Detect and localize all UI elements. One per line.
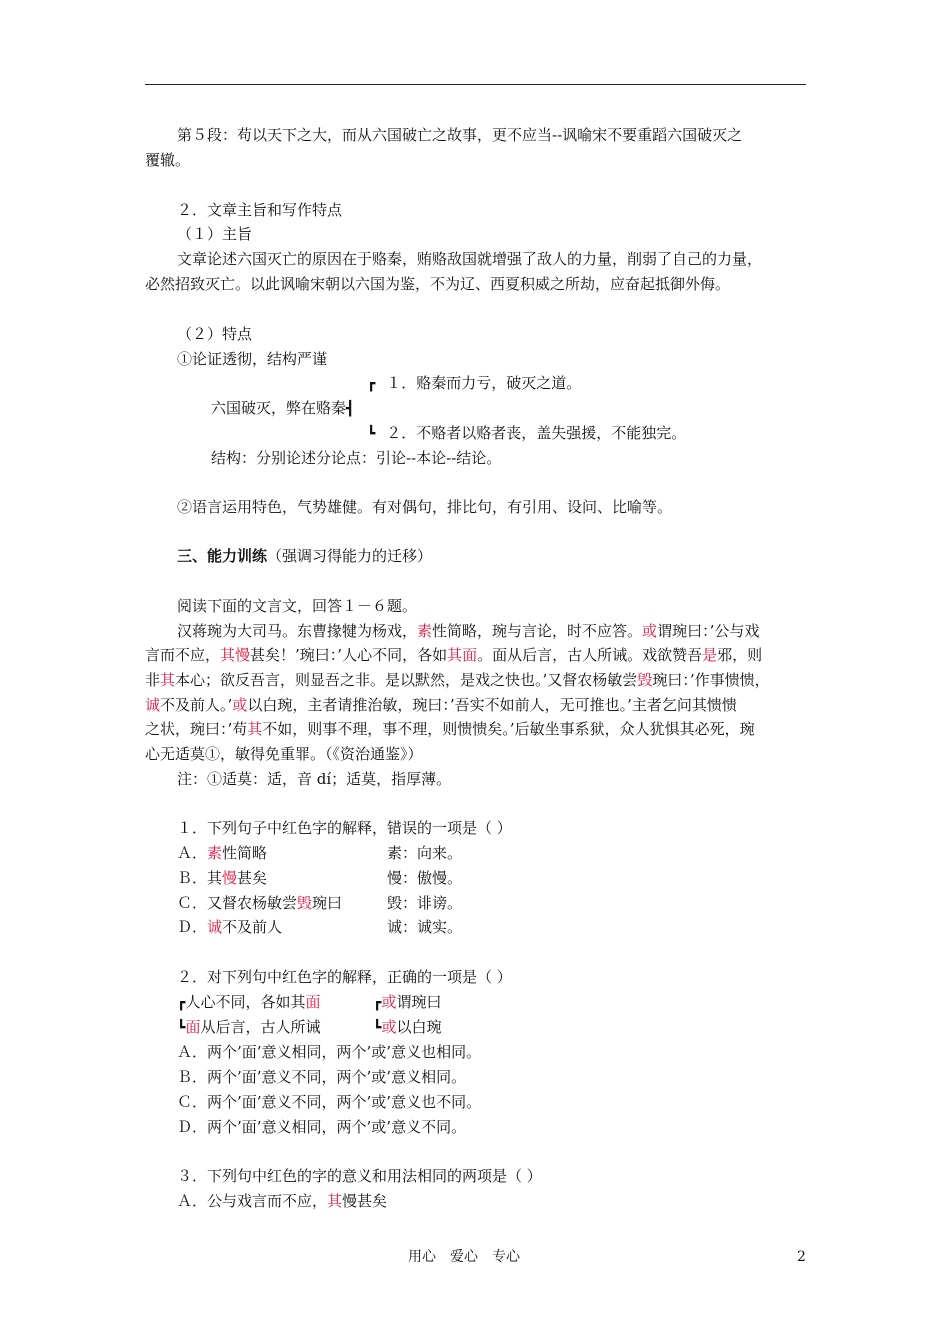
option-text: 琬曰 <box>312 894 343 912</box>
passage-text: 之状，琬曰：’苟 <box>145 720 248 738</box>
q2-option-a: Ａ．两个’面’意义相同，两个’或’意义也相同。 <box>177 1043 482 1061</box>
bracket-top-icon: ┏ <box>367 376 376 392</box>
red-char: 或 <box>642 622 658 640</box>
q3-option-a <box>177 1192 387 1210</box>
passage-line5 <box>145 720 755 738</box>
red-char: 其 <box>160 671 176 689</box>
red-char: 是 <box>702 646 718 664</box>
diagram-structure: 结构：分别论述分论点：引论--本论--结论。 <box>211 449 502 467</box>
q1-gloss-d: 诚：诚实。 <box>387 918 463 936</box>
option-text: Ａ．公与戏言而不应， <box>177 1192 328 1210</box>
passage-text: 性简略，琬与言论，时不应答。 <box>432 622 643 640</box>
passage-text: 非 <box>145 671 161 689</box>
passage-line2 <box>145 646 762 664</box>
red-char: 或 <box>381 1018 397 1036</box>
option-label: Ｃ． <box>177 894 208 912</box>
option-text: 慢甚矣 <box>342 1192 388 1210</box>
red-char: 毁 <box>637 671 653 689</box>
q2-pair-or-2 <box>373 1018 441 1037</box>
q1-option-c <box>177 894 342 912</box>
q2-option-b: Ｂ．两个’面’意义不同，两个’或’意义相同。 <box>177 1068 467 1086</box>
q1-option-a <box>177 844 267 862</box>
bracket-middle-icon: ┫ <box>346 401 355 417</box>
red-char: 毁 <box>297 894 313 912</box>
diagram-branch2 <box>367 424 686 443</box>
passage-text: 谓琬曰：’公与戏 <box>657 622 760 640</box>
diagram-root <box>211 399 354 418</box>
passage-text: 言而不应， <box>145 646 221 664</box>
section3-heading <box>177 547 432 565</box>
bracket-bottom-icon: ┗ <box>367 426 376 442</box>
red-char: 或 <box>381 993 397 1011</box>
red-char: 素 <box>207 844 223 862</box>
passage-line3 <box>145 671 770 689</box>
q2-pair-or-1 <box>373 993 441 1012</box>
passage-text: 甚矣！’琬曰：’人心不同，各如 <box>250 646 448 664</box>
q2-option-d: Ｄ．两个’面’意义相同，两个’或’意义不同。 <box>177 1118 467 1136</box>
subsection-main-idea: （１）主旨 <box>177 225 253 243</box>
option-text: 甚矣 <box>237 869 268 887</box>
bracket-bottom-icon: ┗ <box>177 1020 186 1036</box>
section2-heading: ２．文章主旨和写作特点 <box>177 201 343 219</box>
reading-intro: 阅读下面的文言文，回答１－６题。 <box>177 597 418 615</box>
option-label: Ｂ． <box>177 869 208 887</box>
red-char: 素 <box>417 622 433 640</box>
diagram-branch1-text: １．赂秦而力亏，破灭之道。 <box>386 374 582 392</box>
q1-stem: １．下列句子中红色字的解释，错误的一项是（ ） <box>177 819 512 837</box>
q2-stem: ２．对下列句中红色字的解释，正确的一项是（ ） <box>177 968 512 986</box>
passage-line4 <box>145 696 737 714</box>
passage-line6: 心无适莫①，敏得免重罪。（《资治通鉴》） <box>145 745 423 763</box>
para5-line1: 第５段：苟以天下之大，而从六国破亡之故事，更不应当--讽喻宋不要重蹈六国破灭之 <box>177 126 743 144</box>
red-char: 其 <box>327 1192 343 1210</box>
option-text: 又督农杨敏尝 <box>207 894 298 912</box>
footer-motto: 用心 爱心 专心 <box>408 1249 520 1265</box>
red-char: 面 <box>305 993 321 1011</box>
passage-text: 邪，则 <box>717 646 763 664</box>
page-number: 2 <box>797 1249 806 1265</box>
option-label: Ａ． <box>177 844 208 862</box>
pair-text: 人心不同，各如其 <box>185 993 306 1011</box>
q1-option-d <box>177 918 282 936</box>
diagram-branch2-text: ２．不赂者以赂者丧，盖失强援，不能独完。 <box>386 424 687 442</box>
passage-text: 汉蒋琬为大司马。东曹掾犍为杨戏， <box>177 622 418 640</box>
q2-option-c: Ｃ．两个’面’意义不同，两个’或’意义也不同。 <box>177 1093 482 1111</box>
section3-note: （强调习得能力的迁移） <box>267 547 433 565</box>
q2-pair-face-1 <box>177 993 320 1012</box>
q1-gloss-b: 慢：傲慢。 <box>387 869 463 887</box>
diagram-root-text: 六国破灭，弊在赂秦 <box>211 399 347 417</box>
q1-gloss-a: 素：向来。 <box>387 844 463 862</box>
passage-text: 本心；欲反吾言，则显吾之非。是以默然，是戏之快也。’又督农杨敏尝 <box>175 671 638 689</box>
red-char: 诚 <box>207 918 223 936</box>
header-rule <box>145 84 806 85</box>
bracket-top-icon: ┏ <box>373 995 382 1011</box>
red-char: 其 <box>247 720 263 738</box>
passage-line1 <box>177 622 759 640</box>
red-char: 面 <box>185 1018 201 1036</box>
red-char: 诚 <box>145 696 161 714</box>
option-label: Ｄ． <box>177 918 208 936</box>
section3-title: 三、能力训练 <box>177 547 268 565</box>
option-text: 其 <box>207 869 223 887</box>
q1-option-b <box>177 869 267 887</box>
bracket-top-icon: ┏ <box>177 995 186 1011</box>
q2-pair-face-2 <box>177 1018 320 1037</box>
option-text: 不及前人 <box>222 918 283 936</box>
feature-item2: ②语言运用特色，气势雄健。有对偶句，排比句，有引用、设问、比喻等。 <box>177 498 673 516</box>
q3-stem: ３．下列句中红色的字的意义和用法相同的两项是（ ） <box>177 1167 542 1185</box>
passage-footnote: 注：①适莫：适，音 dí；适莫，指厚薄。 <box>177 770 452 788</box>
feature-item1: ①论证透彻，结构严谨 <box>177 350 328 368</box>
passage-text: 。面从后言，古人所诫。戏欲赞吾 <box>477 646 703 664</box>
bracket-bottom-icon: ┗ <box>373 1020 382 1036</box>
red-char: 其面 <box>447 646 478 664</box>
pair-text: 谓琬曰 <box>396 993 442 1011</box>
main-idea-line1: 文章论述六国灭亡的原因在于赂秦，贿赂敌国就增强了敌人的力量，削弱了自己的力量， <box>177 250 763 268</box>
red-char: 或 <box>232 696 248 714</box>
passage-text: 琬曰：’作事愦愦， <box>652 671 770 689</box>
red-char: 慢 <box>222 869 238 887</box>
diagram-branch1 <box>367 374 581 393</box>
passage-text: 不及前人。’ <box>160 696 233 714</box>
para5-line2: 覆辙。 <box>145 151 191 169</box>
main-idea-line2: 必然招致灭亡。以此讽喻宋朝以六国为鉴，不为辽、西夏积威之所劫，应奋起抵御外侮。 <box>145 275 731 293</box>
pair-text: 从后言，古人所诫 <box>200 1018 321 1036</box>
passage-text: 不如，则事不理，事不理，则愦愦矣。’后敏坐事系狱，众人犹惧其必死，琬 <box>262 720 755 738</box>
q1-gloss-c: 毁：诽谤。 <box>387 894 463 912</box>
passage-text: 以白琬，主者请推治敏，琬曰：’吾实不如前人，无可推也。’主者乞问其愦愦 <box>247 696 737 714</box>
red-char: 其慢 <box>220 646 251 664</box>
pair-text: 以白琬 <box>396 1018 442 1036</box>
subsection-features: （２）特点 <box>177 325 253 343</box>
option-text: 性简略 <box>222 844 268 862</box>
